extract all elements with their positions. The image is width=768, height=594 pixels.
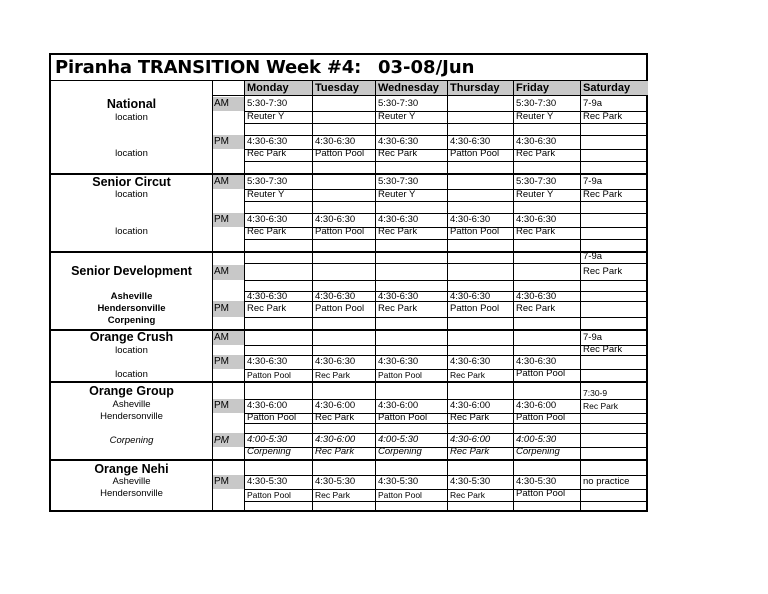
schedule-cell-location: Rec Park [516,226,556,237]
schedule-cell-location: Corpening [247,446,291,457]
schedule-cell-time: 4:30-6:00 [450,400,491,411]
schedule-cell-time: 5:30-7:30 [516,176,557,187]
schedule-cell-time: 4:30-5:30 [516,476,557,487]
group-location-label: location [115,148,148,159]
schedule-cell-location: Rec Park [450,370,485,380]
group-site-label: Hendersonville [97,303,166,314]
schedule-cell-time: 4:30-6:30 [378,356,419,367]
group-site-label: Corpening [109,435,154,446]
schedule-cell-time: 4:30-6:30 [450,214,491,225]
group-name-senior-circut: Senior Circut [92,175,171,189]
am-label: AM [214,98,229,109]
pm-label: PM [214,136,229,147]
schedule-cell-location: Patton Pool [450,148,500,159]
schedule-cell-time: 4:30-6:30 [378,214,419,225]
schedule-cell-location: Reuter Y [516,111,554,122]
schedule-cell-location: Rec Park [583,401,618,411]
group-name-orange-crush: Orange Crush [89,330,174,344]
schedule-cell-time: 4:30-6:00 [315,400,356,411]
schedule-cell-time: 5:30-7:30 [247,176,288,187]
schedule-cell-location: Rec Park [583,266,623,277]
pm-label: PM [214,476,229,487]
schedule-cell-location: Rec Park [378,148,418,159]
pm-label: PM [214,435,229,446]
schedule-cell-time: 4:30-6:00 [378,400,419,411]
schedule-cell-location: Rec Park [247,148,287,159]
am-label: AM [214,266,229,277]
day-header-friday: Friday [514,81,581,95]
schedule-cell-time: 4:30-6:30 [516,214,557,225]
schedule-cell-time: 7-9a [583,98,603,109]
group-name-orange-nehi: Orange Nehi [94,462,169,476]
schedule-cell-location: Patton Pool [516,488,566,499]
schedule-cell-location: Patton Pool [378,490,422,500]
schedule-dates: 03-08/Jun [378,57,475,78]
schedule-cell-location: Rec Park [315,490,350,500]
group-name-national: National [106,97,157,111]
schedule-cell-time: 4:30-6:30 [247,214,288,225]
schedule-cell-time: 4:30-6:00 [516,400,557,411]
day-header-thursday: Thursday [448,81,514,95]
pm-label: PM [214,400,229,411]
schedule-cell-time: 4:00-5:30 [247,434,288,445]
day-header-monday: Monday [245,81,313,95]
schedule-cell-location: Patton Pool [450,226,500,237]
schedule-cell-time: 7:30-9 [583,388,608,398]
schedule-cell-time: 7-9a [583,332,603,343]
pm-label: PM [214,303,229,314]
schedule-cell-location: Patton Pool [378,370,422,380]
group-location-label: location [115,112,148,123]
schedule-cell-time: 4:30-6:30 [247,136,288,147]
schedule-cell-location: Patton Pool [315,148,365,159]
group-site-label: Asheville [112,476,151,487]
schedule-cell-time: 4:30-6:30 [315,356,356,367]
am-label: AM [214,176,229,187]
schedule-cell-time: 5:30-7:30 [247,98,288,109]
schedule-cell-location: Rec Park [378,303,418,314]
schedule-cell-time: 4:30-5:30 [315,476,356,487]
schedule-cell-location: Reuter Y [516,189,554,200]
schedule-cell-location: Reuter Y [378,111,416,122]
group-location-label: location [115,369,148,380]
schedule-cell-location: Reuter Y [247,111,285,122]
schedule-cell-location: Patton Pool [516,368,566,379]
schedule-cell-location: Patton Pool [247,490,291,500]
schedule-cell-location: Rec Park [247,303,287,314]
schedule-cell-time: 4:30-6:00 [450,434,491,445]
schedule-cell-time: 4:30-6:30 [315,291,356,302]
schedule-cell-time: 4:30-6:30 [450,136,491,147]
schedule-cell-location: Rec Park [450,446,490,457]
schedule-cell-time: 4:30-6:30 [516,356,557,367]
schedule-cell-time: 5:30-7:30 [378,176,419,187]
schedule-cell-location: Corpening [378,446,422,457]
schedule-cell-time: 4:00-5:30 [516,434,557,445]
schedule-cell-time: 4:30-6:30 [378,136,419,147]
schedule-cell-location: Rec Park [583,344,623,355]
schedule-cell-location: Rec Park [315,370,350,380]
schedule-cell-time: 4:30-5:30 [247,476,288,487]
schedule-cell-location: Rec Park [450,490,485,500]
schedule-sheet [49,53,648,512]
day-header-wednesday: Wednesday [376,81,448,95]
schedule-cell-location: Rec Park [378,226,418,237]
schedule-cell-location: Patton Pool [516,412,566,423]
schedule-cell-time: 4:00-5:30 [378,434,419,445]
schedule-cell-time: 4:30-6:30 [450,291,491,302]
schedule-cell-time: 4:30-6:30 [247,356,288,367]
schedule-cell-location: Reuter Y [247,189,285,200]
schedule-title: Piranha TRANSITION Week #4: [55,57,362,78]
schedule-cell-location: Rec Park [516,303,556,314]
group-location-label: location [115,189,148,200]
group-site-label: Hendersonville [100,411,163,422]
schedule-cell-time: 5:30-7:30 [378,98,419,109]
day-header-saturday: Saturday [581,81,648,95]
schedule-cell-location: Rec Park [583,189,623,200]
schedule-cell-location: Patton Pool [247,412,297,423]
am-label: AM [214,332,229,343]
schedule-cell-time: 4:30-6:30 [516,136,557,147]
group-name-orange-group: Orange Group [89,384,174,398]
title-row [51,55,648,81]
schedule-cell-note: no practice [583,476,630,487]
schedule-cell-time: 4:30-6:30 [247,291,288,302]
schedule-cell-location: Patton Pool [450,303,500,314]
schedule-cell-time: 4:30-6:00 [247,400,288,411]
schedule-cell-time: 4:30-6:00 [315,434,356,445]
schedule-cell-time: 4:30-6:30 [315,214,356,225]
group-name-senior-development: Senior Development [71,264,192,278]
group-site-label: Corpening [107,315,156,326]
schedule-cell-time: 4:30-5:30 [378,476,419,487]
group-location-label: location [115,226,148,237]
schedule-cell-location: Rec Park [315,446,355,457]
schedule-cell-time: 4:30-6:30 [378,291,419,302]
schedule-cell-location: Reuter Y [378,189,416,200]
pm-label: PM [214,356,229,367]
schedule-cell-time: 4:30-5:30 [450,476,491,487]
schedule-cell-location: Patton Pool [315,226,365,237]
group-site-label: Asheville [110,291,153,302]
schedule-cell-time: 7-9a [583,176,603,187]
pm-label: PM [214,214,229,225]
schedule-cell-time: 4:30-6:30 [450,356,491,367]
day-header-tuesday: Tuesday [313,81,376,95]
schedule-cell-time: 5:30-7:30 [516,98,557,109]
schedule-cell-location: Patton Pool [315,303,365,314]
schedule-cell-location: Rec Park [450,412,490,423]
schedule-cell-location: Rec Park [583,111,623,122]
schedule-cell-location: Patton Pool [378,412,428,423]
group-site-label: Asheville [112,399,151,410]
schedule-cell-location: Rec Park [315,412,355,423]
schedule-cell-time: 4:30-6:30 [315,136,356,147]
schedule-cell-location: Rec Park [247,226,287,237]
group-location-label: location [115,345,148,356]
schedule-cell-location: Patton Pool [247,370,291,380]
schedule-cell-time: 4:30-6:30 [516,291,557,302]
schedule-cell-time: 7-9a [583,251,603,262]
group-site-label: Hendersonville [100,488,163,499]
schedule-cell-location: Corpening [516,446,560,457]
schedule-cell-location: Rec Park [516,148,556,159]
